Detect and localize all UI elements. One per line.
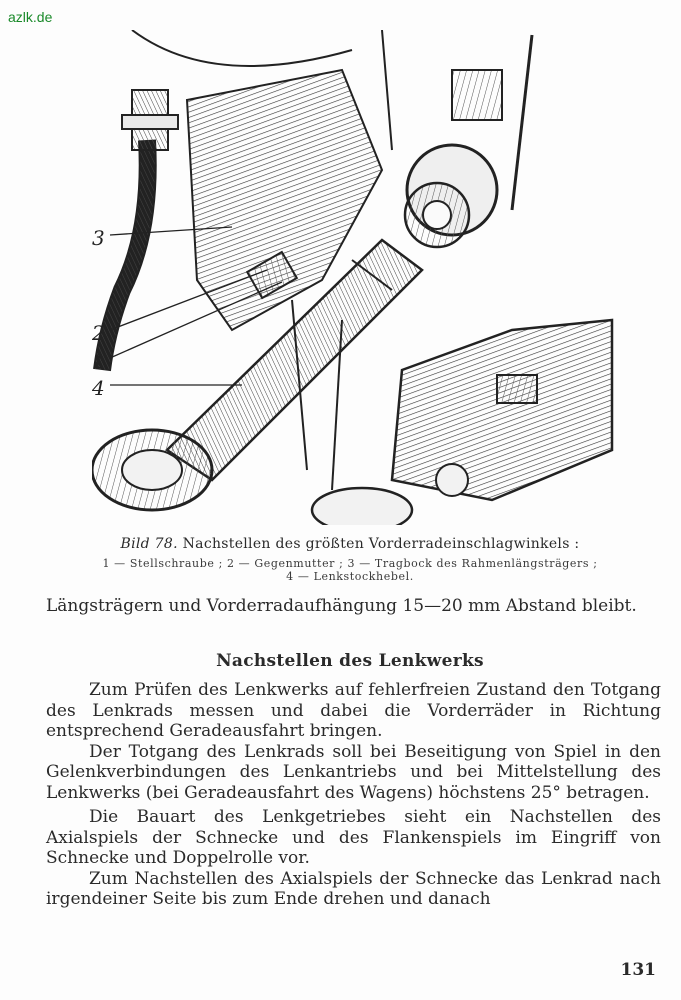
body-section	[46, 680, 661, 910]
callout-1: 1	[92, 349, 105, 373]
paragraph-continued	[46, 596, 661, 617]
site-watermark: azlk.de	[8, 9, 53, 25]
section-heading: Nachstellen des Lenkwerks	[216, 651, 484, 671]
legend-line-1: 1 — Stellschraube ; 2 — Gegenmutter ; 3 — Tragbock des Rahmenlängsträgers ;	[102, 557, 598, 570]
paragraph-3: Die Bauart des Lenkgetriebes sieht ein Nachstellen des Axialspiels der Schnecke und des Flankenspiels im Eingriff von Schnecke und Doppelrolle vor.	[46, 807, 661, 868]
paragraph-1: Zum Prüfen des Lenkwerks auf fehlerfreien Zustand den Totgang des Lenkrads messen und dabei die Vorderräder in Richtung entsprechend Geradeausfahrt bringen.	[46, 680, 661, 741]
paragraph-4: Zum Nachstellen des Axialspiels der Schnecke das Lenkrad nach irgendeiner Seite bis zum Ende drehen und danach	[46, 868, 661, 909]
paragraph-0: Längsträgern und Vorderradaufhängung 15—20 mm Abstand bleibt.	[46, 596, 637, 616]
paragraph-2: Der Totgang des Lenkrads soll bei Beseitigung von Spiel in den Gelenkverbindungen des Lenkantriebs und bei Mittelstellung des Lenkwerks (bei Geradeausfahrt des Wagens) höchstens 25° betragen.	[46, 741, 661, 803]
figure-title: Nachstellen des größten Vorderradeinschlagwinkels :	[182, 536, 580, 552]
figure-label: Bild 78.	[120, 536, 178, 552]
callout-4: 4	[92, 376, 105, 400]
page-number: 131	[620, 960, 656, 980]
steering-mechanism-illustration	[92, 30, 622, 525]
callout-3: 3	[92, 226, 105, 250]
callout-2: 2	[92, 321, 105, 345]
figure-legend	[40, 557, 660, 583]
legend-line-2: 4 — Lenkstockhebel.	[286, 570, 414, 583]
figure-caption-title	[40, 536, 660, 552]
